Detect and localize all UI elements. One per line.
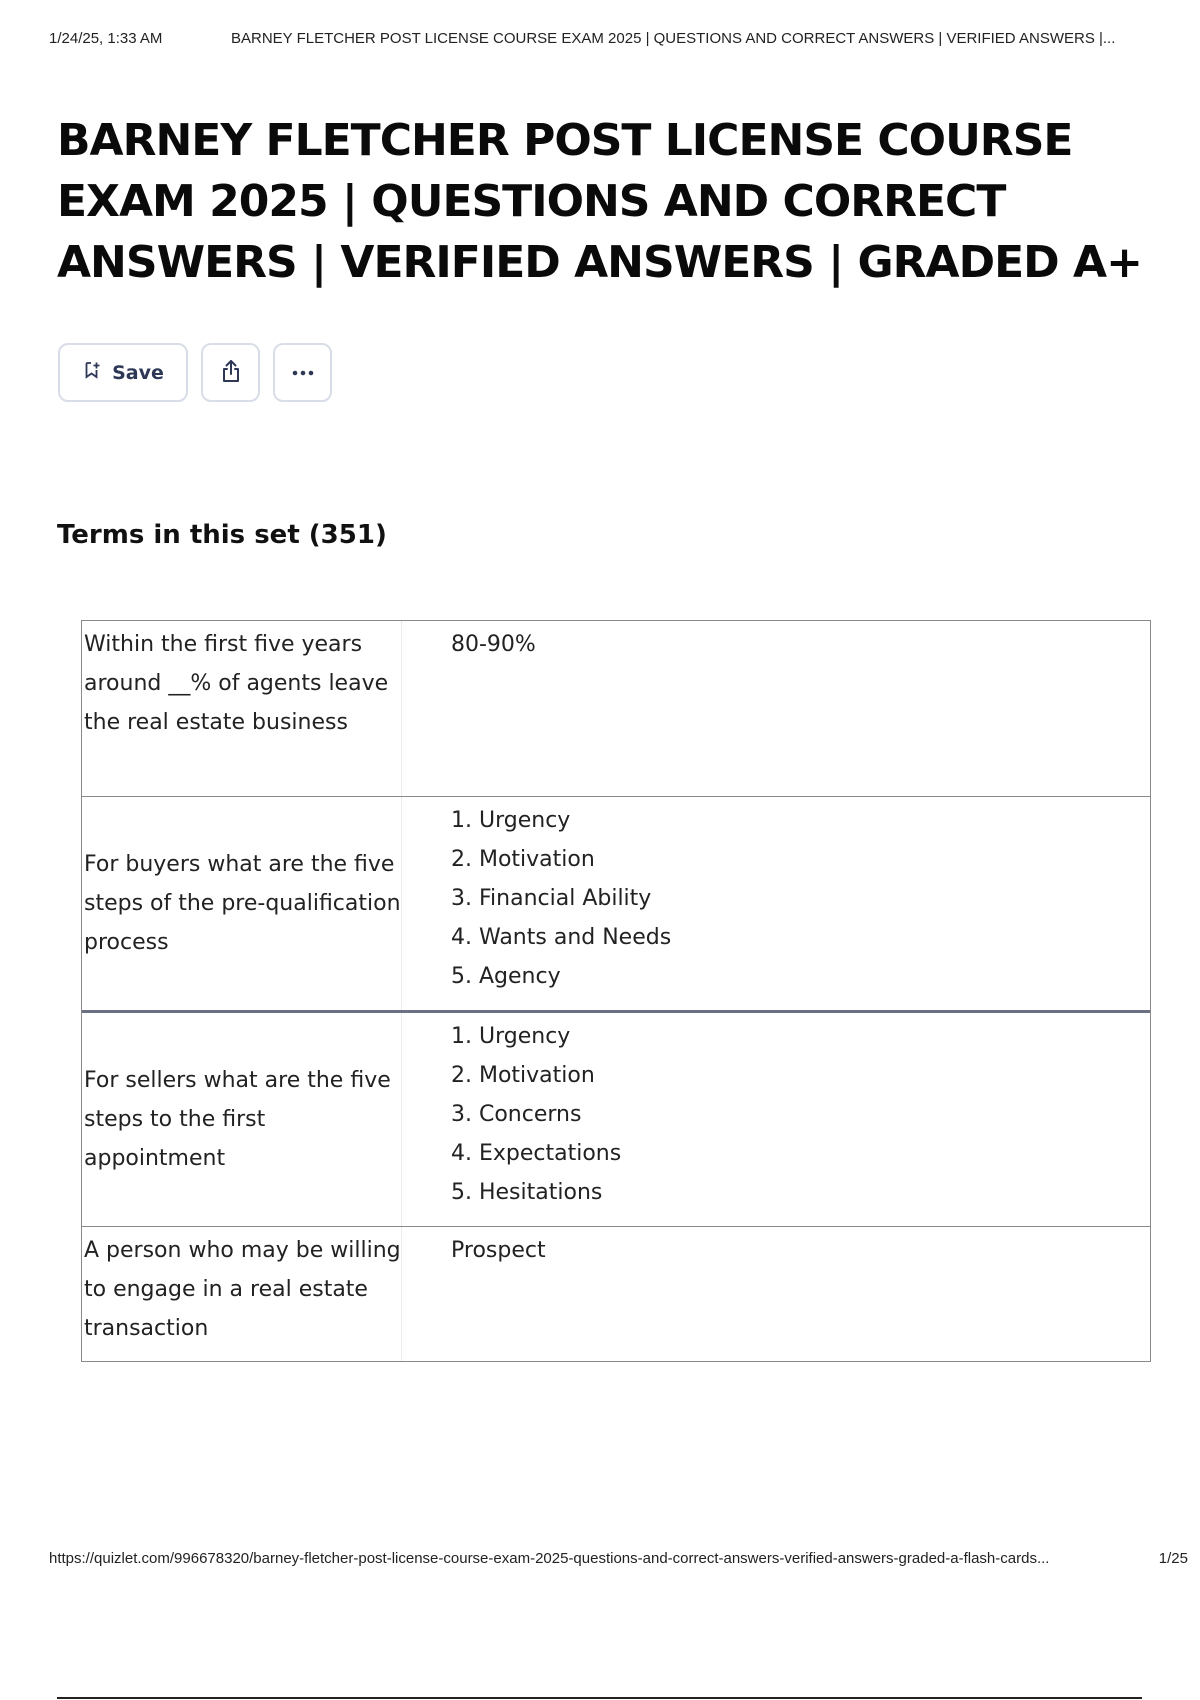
- terms-heading: Terms in this set (351): [57, 520, 387, 550]
- share-button[interactable]: [201, 343, 260, 402]
- definition-line: 1. Urgency: [451, 808, 571, 833]
- print-page-title: BARNEY FLETCHER POST LICENSE COURSE EXAM 2025 | QUESTIONS AND CORRECT ANSWERS | VERIFIED ANSWERS |...: [231, 30, 1116, 47]
- save-button[interactable]: [58, 343, 188, 402]
- print-header: [49, 30, 1188, 50]
- more-horizontal-icon: [289, 363, 317, 382]
- definition-line: 4. Expectations: [451, 1141, 622, 1166]
- term-text: Within the first five years around __% of agents leave the real estate business: [82, 621, 402, 796]
- share-icon: [217, 357, 245, 389]
- term-text: A person who may be willing to engage in a real estate transaction: [82, 1227, 402, 1361]
- save-label: Save: [112, 361, 164, 384]
- term-text: For sellers what are the five steps to the first appointment: [82, 1013, 402, 1226]
- term-row: [82, 621, 1150, 797]
- definition-line: 3. Concerns: [451, 1102, 582, 1127]
- definition-line: 5. Hesitations: [451, 1180, 603, 1205]
- term-row: [82, 797, 1150, 1013]
- term-definition: [402, 621, 1150, 796]
- definition-line: 2. Motivation: [451, 1063, 595, 1088]
- definition-line: 5. Agency: [451, 964, 561, 989]
- term-row: [82, 1227, 1150, 1361]
- action-bar: [58, 343, 332, 402]
- term-definition: [402, 1227, 1150, 1361]
- term-definition: [402, 1013, 1150, 1226]
- definition-line: 2. Motivation: [451, 847, 595, 872]
- term-definition: [402, 797, 1150, 1010]
- definition-line: 80-90%: [451, 632, 536, 657]
- bookmark-add-icon: [82, 360, 102, 385]
- definition-line: 1. Urgency: [451, 1024, 571, 1049]
- page-number: 1/25: [1158, 1550, 1188, 1567]
- definition-line: Prospect: [451, 1238, 546, 1263]
- term-text: For buyers what are the five steps of the pre-qualification process: [82, 797, 402, 1010]
- terms-table: [81, 620, 1151, 1362]
- more-options-button[interactable]: [273, 343, 332, 402]
- definition-line: 3. Financial Ability: [451, 886, 652, 911]
- page-url: https://quizlet.com/996678320/barney-fletcher-post-license-course-exam-2025-questions-and-correct-answers-verified-answers-graded-a-flash-cards...: [49, 1550, 1050, 1567]
- print-footer: [49, 1550, 1188, 1570]
- divider: [57, 1697, 1142, 1699]
- page-title: BARNEY FLETCHER POST LICENSE COURSE EXAM 2025 | QUESTIONS AND CORRECT ANSWERS | VERIFIED ANSWERS | GRADED A+: [57, 115, 1142, 288]
- definition-line: 4. Wants and Needs: [451, 925, 672, 950]
- print-date: 1/24/25, 1:33 AM: [49, 30, 163, 47]
- term-row: [82, 1013, 1150, 1227]
